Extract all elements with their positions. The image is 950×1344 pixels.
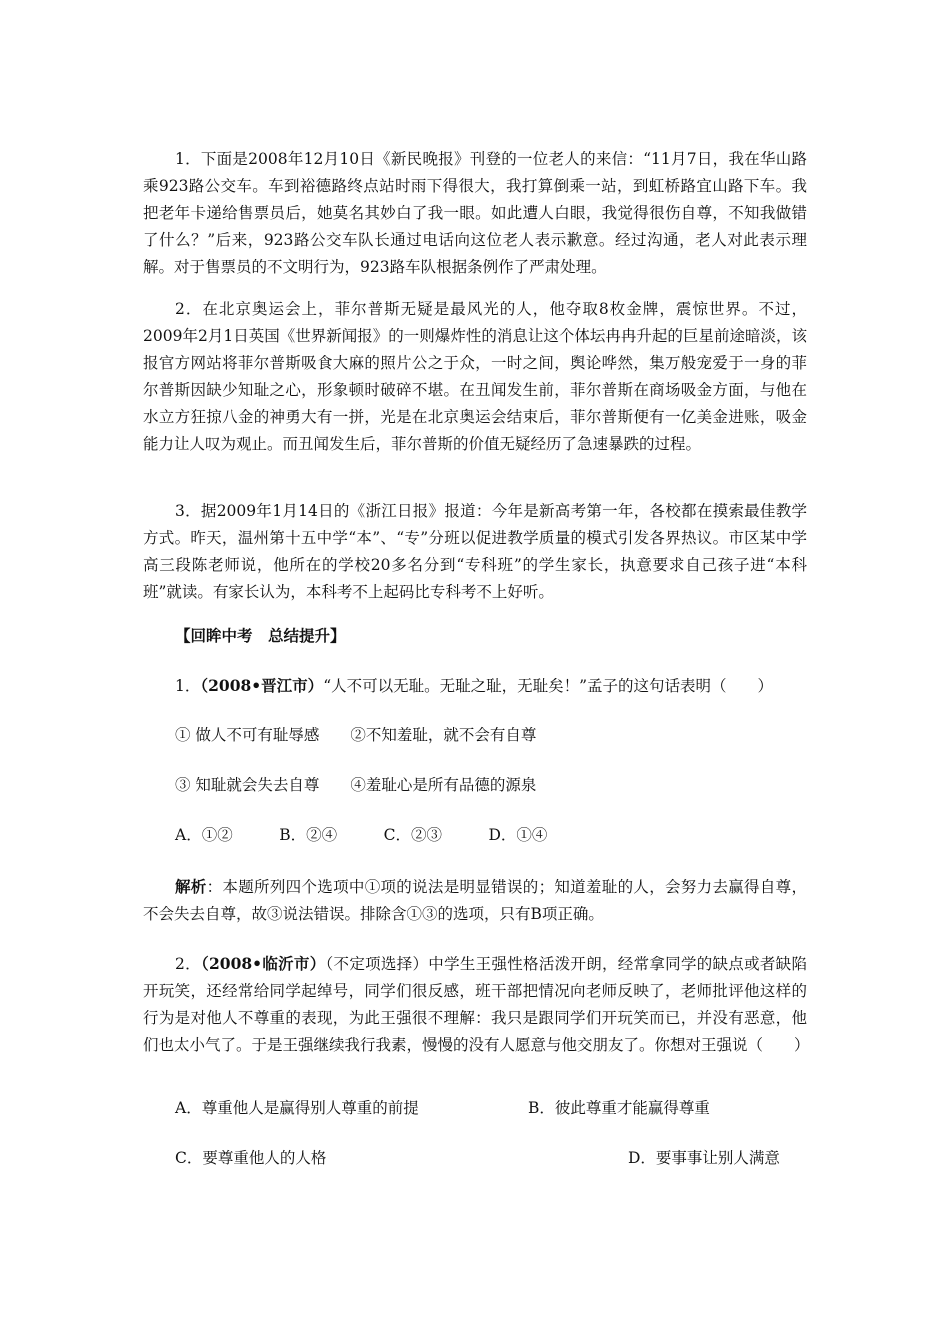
question-2-stem [143,950,810,1059]
material-paragraph-3: 3．据2009年1月14日的《浙江日报》报道：今年是新高考第一年，各校都在摸索最佳教学方式。昨天，温州第十五中学“本”、“专”分班以促进教学质量的模式引发各界热议。市区某中学高三段陈老师说，他所在的学校20多名分到“专科班”的学生家长，执意要求自己孩子进“本科班”就读。有家长认为，本科考不上起码比专科考不上好听。 [143,502,807,601]
material-paragraph-1: 1．下面是2008年12月10日《新民晚报》刊登的一位老人的来信：“11月7日，我在华山路乘923路公交车。车到裕德路终点站时雨下得很大，我打算倒乘一站，到虹桥路宜山路下车。我把老年卡递给售票员后，她莫名其妙白了我一眼。如此遭人白眼，我觉得很伤自尊，不知我做错了什么？”后来，923路公交车队长通过电话向这位老人表示歉意。经过沟通，老人对此表示理解。对于售票员的不文明行为，923路车队根据条例作了严肃处理。 [143,150,807,276]
question-1-source: （2008•晋江市） [200,676,324,695]
question-1-text: “人不可以无耻。无耻之耻，无耻矣！”孟子的这句话表明（ ） [323,677,774,695]
material-paragraph-2: 2．在北京奥运会上，菲尔普斯无疑是最风光的人，他夺取8枚金牌，震惊世界。不过，2009年2月1日英国《世界新闻报》的一则爆炸性的消息让这个体坛冉冉升起的巨星前途暗淡，该报官方网站将菲尔普斯吸食大麻的照片公之于众，一时之间，舆论哗然，集万般宠爱于一身的菲尔普斯因缺少知耻之心，形象顿时破碎不堪。在丑闻发生前，菲尔普斯在商场吸金方面，与他在水立方狂掠八金的神勇大有一拼，光是在北京奥运会结束后，菲尔普斯便有一亿美金进账，吸金能力让人叹为观止。而丑闻发生后，菲尔普斯的价值无疑经历了急速暴跌的过程。 [143,300,807,453]
question-1-analysis [143,873,807,928]
question-2-number: 2． [175,955,201,973]
section-title: 【回眸中考 总结提升】 [175,626,346,645]
question-2-source: （2008•临沂市） [200,954,326,973]
analysis-label: 解析 [175,877,207,896]
question-2-option-c: C．要尊重他人的人格 [175,1149,327,1167]
question-2-option-a: A．尊重他人是赢得别人尊重的前提 [175,1099,419,1117]
question-2-text: （不定项选择）中学生王强性格活泼开朗，经常拿同学的缺点或者缺陷开玩笑，还经常给同学起绰号，同学们很反感，班干部把情况向老师反映了，老师批评他这样的行为是对他人不尊重的表现，为此王强很不理解：我只是跟同学们开玩笑而已，并没有恶意，他们也太小气了。于是王强继续我行我素，慢慢的没有人愿意与他交朋友了。你想对王强说（ ） [143,955,810,1054]
question-2-option-b: B．彼此尊重才能赢得尊重 [528,1099,710,1117]
question-1-choices: A．①② B．②④ C．②③ D．①④ [175,826,548,844]
question-1-number: 1． [175,677,201,695]
question-2-option-d: D．要事事让别人满意 [628,1149,780,1167]
analysis-text: ：本题所列四个选项中①项的说法是明显错误的；知道羞耻的人，会努力去赢得自尊，不会失去自尊，故③说法错误。排除含①③的选项，只有B项正确。 [143,878,807,923]
question-1-items-line-1: ① 做人不可有耻辱感 ②不知羞耻，就不会有自尊 [175,726,537,744]
question-1-items-line-2: ③ 知耻就会失去自尊 ④羞耻心是所有品德的源泉 [175,776,537,794]
question-1-stem [175,672,773,700]
